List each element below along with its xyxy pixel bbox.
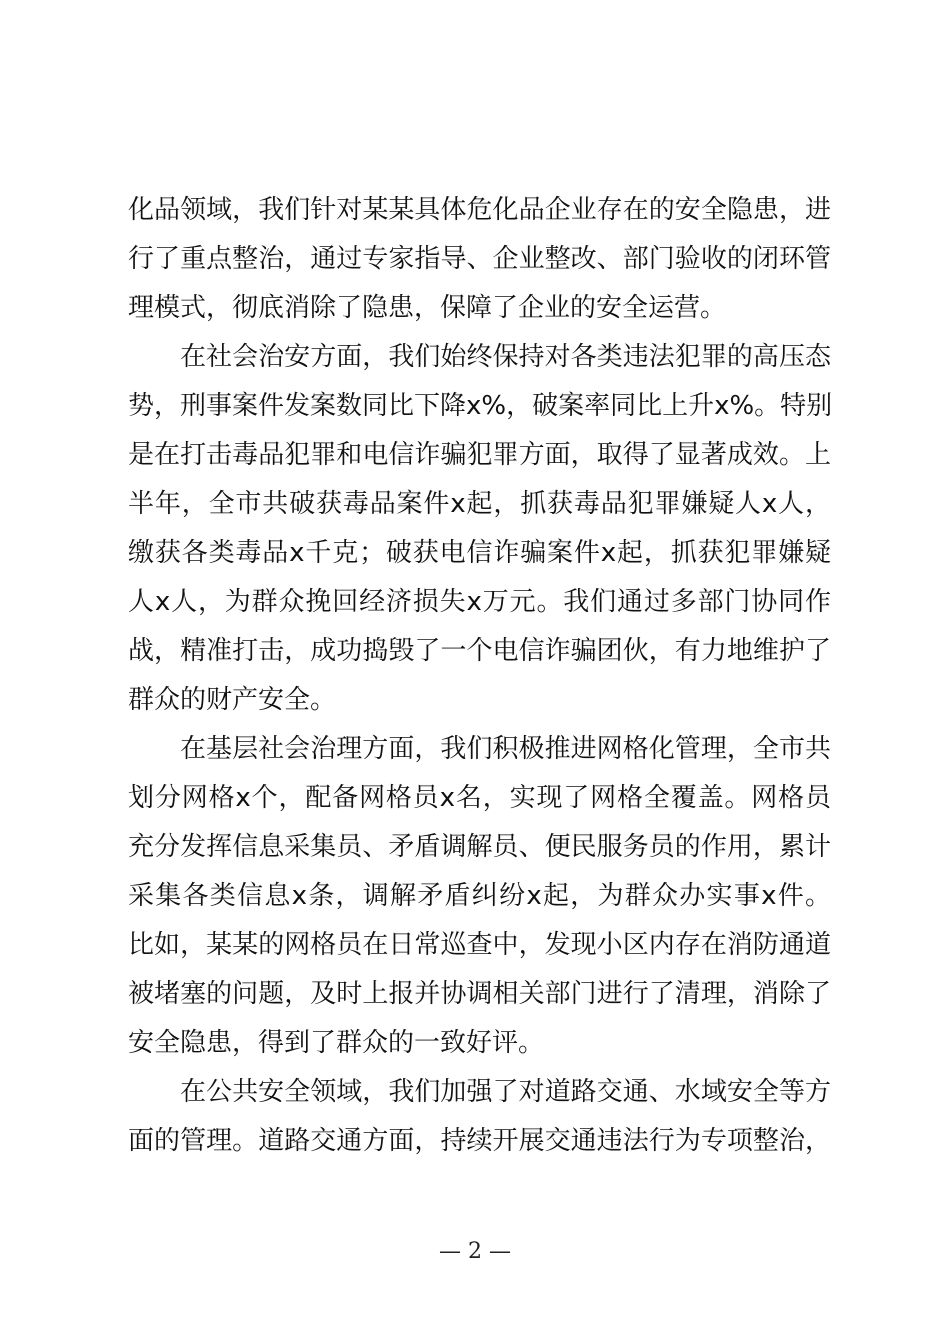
text-line: 在基层社会治理方面，我们积极推进网格化管理，全市共 bbox=[180, 734, 831, 764]
text-line: 安全隐患，得到了群众的一致好评。 bbox=[128, 1028, 545, 1058]
page-number: — 2 — bbox=[439, 1239, 511, 1264]
text-line: 半年，全市共破获毒品案件x起，抓获毒品犯罪嫌疑人x人， bbox=[128, 489, 831, 519]
text-line: 在社会治安方面，我们始终保持对各类违法犯罪的高压态 bbox=[180, 342, 831, 372]
text-line: 在公共安全领域，我们加强了对道路交通、水域安全等方 bbox=[180, 1077, 831, 1107]
text-line: 战，精准打击，成功捣毁了一个电信诈骗团伙，有力地维护了 bbox=[128, 636, 831, 666]
text-line: 被堵塞的问题，及时上报并协调相关部门进行了清理，消除了 bbox=[128, 979, 831, 1009]
text-line: 势，刑事案件发案数同比下降x%，破案率同比上升x%。特别 bbox=[128, 391, 833, 421]
text-line: 是在打击毒品犯罪和电信诈骗犯罪方面，取得了显著成效。上 bbox=[128, 440, 831, 470]
text-line: 采集各类信息x条，调解矛盾纠纷x起，为群众办实事x件。 bbox=[128, 881, 831, 911]
text-line: 比如，某某的网格员在日常巡查中，发现小区内存在消防通道 bbox=[128, 930, 831, 960]
text-line: 化品领域，我们针对某某具体危化品企业存在的安全隐患，进 bbox=[128, 195, 831, 225]
text-line: 群众的财产安全。 bbox=[128, 685, 337, 715]
text-line: 面的管理。道路交通方面，持续开展交通违法行为专项整治， bbox=[128, 1126, 831, 1156]
text-line: 人x人，为群众挽回经济损失x万元。我们通过多部门协同作 bbox=[128, 587, 831, 617]
text-line: 理模式，彻底消除了隐患，保障了企业的安全运营。 bbox=[128, 293, 727, 323]
text-line: 行了重点整治，通过专家指导、企业整改、部门验收的闭环管 bbox=[128, 244, 831, 274]
text-line: 划分网格x个，配备网格员x名，实现了网格全覆盖。网格员 bbox=[128, 783, 831, 813]
text-line: 缴获各类毒品x千克；破获电信诈骗案件x起，抓获犯罪嫌疑 bbox=[128, 538, 831, 568]
text-line: 充分发挥信息采集员、矛盾调解员、便民服务员的作用，累计 bbox=[128, 832, 831, 862]
body-text bbox=[128, 186, 831, 1166]
